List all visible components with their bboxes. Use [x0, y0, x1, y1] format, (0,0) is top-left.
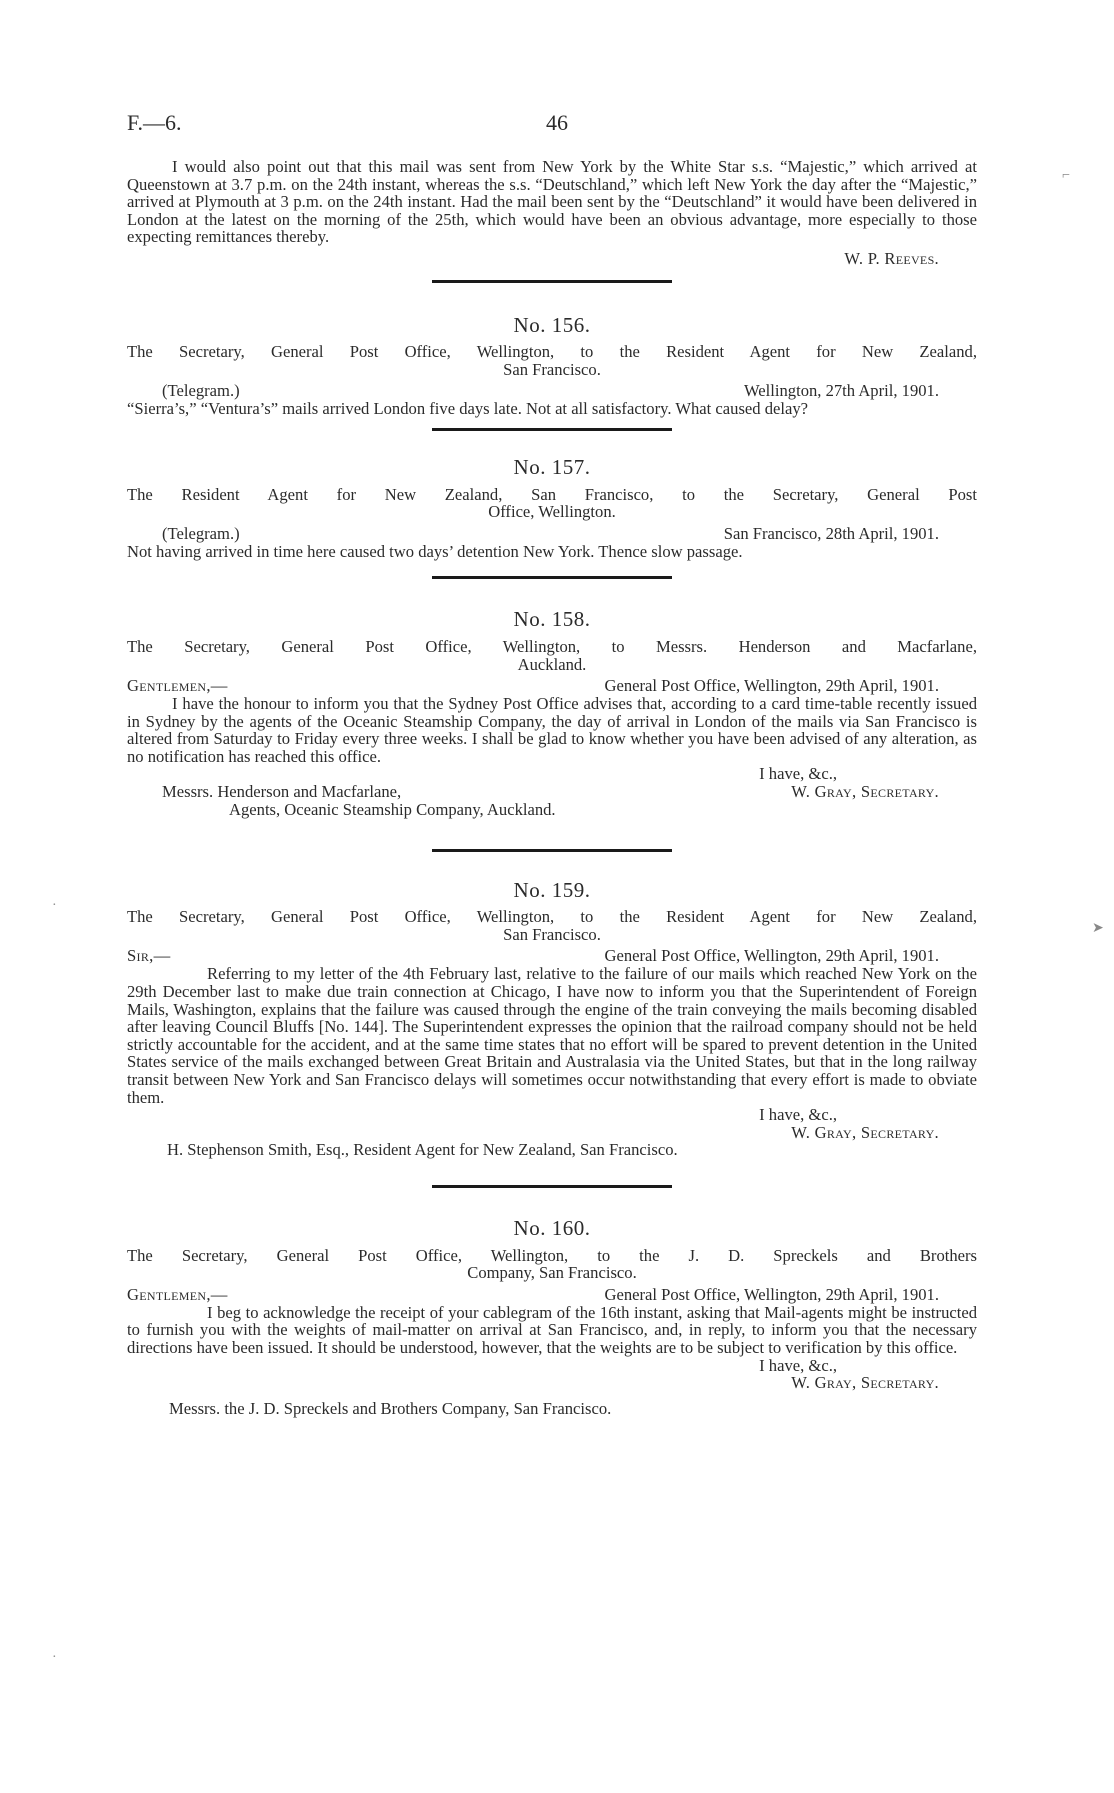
intro-section [127, 158, 977, 283]
place-date: General Post Office, Wellington, 29th April, 1901. [604, 676, 939, 696]
letter-body: I beg to acknowledge the receipt of your cablegram of the 16th instant, asking that Mail-agents might be instructed to furnish you with the weights of mail-matter on arrival at San Francisco, and, in reply, to inform you that the necessary directions have been issued. It should be understood, however, that the weights are to be subject to verification by this office. [127, 1302, 977, 1357]
document-title-line-1: The Secretary, General Post Office, Wellington, to the Resident Agent for New Zealand, [127, 342, 977, 362]
document-number: No. 158. [513, 607, 591, 632]
document-160 [127, 1215, 977, 1418]
parliamentary-reference: F.—6. [127, 110, 182, 135]
section-divider [432, 576, 672, 579]
addressee: Messrs. the J. D. Spreckels and Brothers Company, San Francisco. [169, 1398, 612, 1418]
document-number: No. 160. [513, 1215, 591, 1240]
document-title-line-1: The Secretary, General Post Office, Wellington, to Messrs. Henderson and Macfarlane, [127, 636, 977, 656]
addressee-line-1: Messrs. Henderson and Macfarlane, [162, 782, 402, 802]
document-number: No. 159. [513, 877, 591, 902]
telegram-row [127, 382, 977, 400]
signature: W. Gray, Secretary. [791, 1373, 939, 1393]
scan-mark: · [52, 1650, 57, 1665]
page-header [127, 110, 987, 140]
closing: I have, &c., [759, 1105, 837, 1125]
salutation-row [127, 677, 977, 695]
addressee-line-2: Agents, Oceanic Steamship Company, Auckland. [229, 800, 556, 820]
message-body: “Sierra’s,” “Ventura’s” mails arrived London five days late. Not at all satisfactory. What caused delay? [127, 399, 809, 419]
scan-mark: ⌐ [1062, 168, 1070, 183]
place-date: General Post Office, Wellington, 29th April, 1901. [604, 1284, 939, 1304]
document-156 [127, 312, 977, 431]
document-title [127, 486, 977, 521]
salutation-row [127, 947, 977, 965]
scan-mark: ➤ [1092, 921, 1104, 936]
salutation: Gentlemen,— [127, 676, 228, 696]
section-divider [432, 280, 672, 283]
addressee-signature-row [127, 783, 977, 801]
signature: W. Gray, Secretary. [791, 1122, 939, 1142]
document-title-line-1: The Secretary, General Post Office, Wellington, to the J. D. Spreckels and Brothers [127, 1245, 977, 1265]
document-title-line-2: Office, Wellington. [488, 502, 616, 522]
document-title-line-1: The Secretary, General Post Office, Wellington, to the Resident Agent for New Zealand, [127, 907, 977, 927]
telegram-label: (Telegram.) [162, 523, 240, 543]
place-date: General Post Office, Wellington, 29th April, 1901. [604, 946, 939, 966]
document-157 [127, 454, 977, 579]
document-number: No. 157. [513, 454, 591, 479]
scan-mark: · [52, 898, 57, 913]
intro-paragraph: I would also point out that this mail was sent from New York by the White Star s.s. “Majestic,” which arrived at Queenstown at 3.7 p.m. on the 24th instant, whereas the s.s. “Deutschland,” which left New York the day after the “Majestic,” arrived at Plymouth at 3 p.m. on the 24th instant. Had the mail been sent by the “Deutschland” it would have been delivered in London at the latest on the morning of the 25th, which would have been an obvious advantage, more especially to those expecting remittances thereby. [127, 157, 977, 247]
letter-body: I have the honour to inform you that the Sydney Post Office advises that, according to a card time-table recently issued in Sydney by the agents of the Oceanic Steamship Company, the day of arrival in London of the mails via San Francisco is altered from Saturday to Friday every three weeks. I shall be glad to know whether you have been advised of any alteration, as no notification has reached this office. [127, 694, 977, 766]
document-title-line-2: San Francisco. [503, 359, 601, 379]
addressee: H. Stephenson Smith, Esq., Resident Agent for New Zealand, San Francisco. [167, 1140, 678, 1160]
document-title-line-2: Company, San Francisco. [467, 1263, 637, 1283]
telegram-row [127, 525, 977, 543]
place-date: San Francisco, 28th April, 1901. [723, 523, 939, 543]
page-number: 46 [546, 110, 568, 135]
closing: I have, &c., [759, 1355, 837, 1375]
document-title [127, 1247, 977, 1282]
letter-body: Referring to my letter of the 4th February last, relative to the failure of our mails which reached New York on the 29th December last to make due train connection at Chicago, I have now to inform you that the Superintendent of Foreign Mails, Washington, explains that the failure was caused through the engine of the train conveying the mails becoming disabled after leaving Council Bluffs [No. 144]. The Superintendent expresses the opinion that the railroad company should not be held strictly accountable for the accident, and at the same time states that no effort will be spared to prevent detention in the United States service of the mails exchanged between Great Britain and Australasia via the United States, but that in the long railway transit between New York and San Francisco delays will sometimes occur notwithstanding that every effort is made to obviate them. [127, 964, 977, 1107]
section-divider [432, 1185, 672, 1188]
closing: I have, &c., [759, 764, 837, 784]
section-divider [432, 428, 672, 431]
document-159 [127, 877, 977, 1188]
document-title-line-1: The Resident Agent for New Zealand, San Francisco, to the Secretary, General Post [127, 484, 977, 504]
section-divider [432, 849, 672, 852]
document-158 [127, 607, 977, 851]
message-body: Not having arrived in time here caused two days’ detention New York. Thence slow passage. [127, 541, 743, 561]
place-date: Wellington, 27th April, 1901. [743, 381, 939, 401]
salutation: Sir,— [127, 946, 171, 966]
salutation: Gentlemen,— [127, 1284, 228, 1304]
document-title [127, 343, 977, 378]
document-title [127, 908, 977, 943]
signature: W. Gray, Secretary. [791, 782, 939, 802]
page-content [127, 158, 977, 1417]
document-title-line-2: Auckland. [517, 654, 587, 674]
telegram-label: (Telegram.) [162, 381, 240, 401]
document-title-line-2: San Francisco. [503, 924, 601, 944]
document-number: No. 156. [513, 312, 591, 337]
salutation-row [127, 1286, 977, 1304]
intro-signature: W. P. Reeves. [844, 248, 939, 268]
document-title [127, 638, 977, 673]
